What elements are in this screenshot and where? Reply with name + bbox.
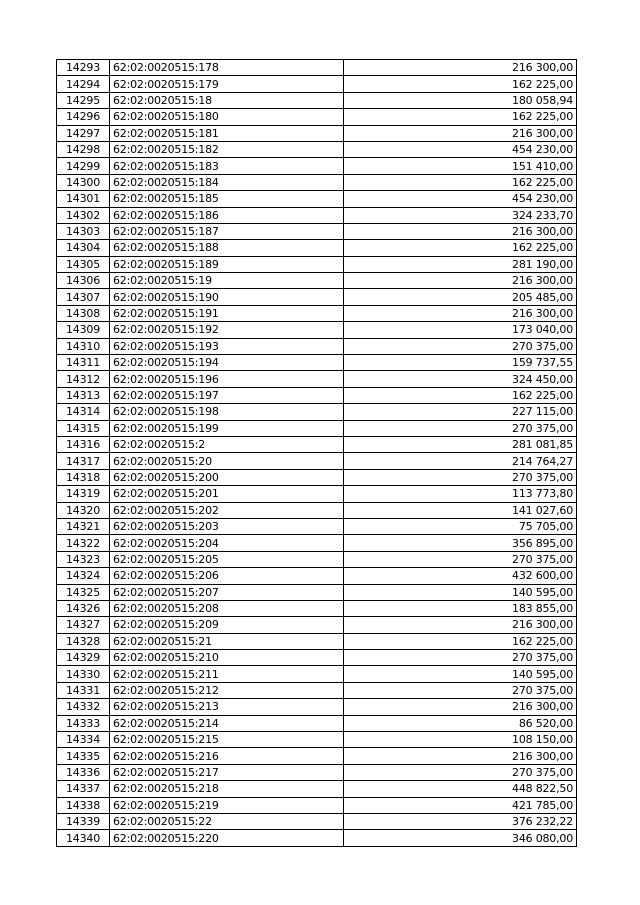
cadastral-number-cell: 62:02:0020515:218 (110, 781, 344, 797)
table-row (57, 732, 577, 748)
cadastral-value-cell: 376 232,22 (344, 813, 577, 829)
row-number-cell: 14332 (57, 699, 110, 715)
row-number-cell: 14327 (57, 617, 110, 633)
table-row (57, 486, 577, 502)
row-number-cell: 14308 (57, 305, 110, 321)
row-number-cell: 14336 (57, 764, 110, 780)
cadastral-value-cell: 216 300,00 (344, 617, 577, 633)
row-number-cell: 14297 (57, 125, 110, 141)
cadastral-value-cell: 216 300,00 (344, 60, 577, 76)
table-row (57, 371, 577, 387)
cadastral-number-cell: 62:02:0020515:198 (110, 404, 344, 420)
table-row (57, 256, 577, 272)
row-number-cell: 14338 (57, 797, 110, 813)
cadastral-value-cell: 75 705,00 (344, 518, 577, 534)
cadastral-value-cell: 454 230,00 (344, 141, 577, 157)
table-body (57, 60, 577, 847)
cadastral-number-cell: 62:02:0020515:216 (110, 748, 344, 764)
cadastral-number-cell: 62:02:0020515:214 (110, 715, 344, 731)
cadastral-number-cell: 62:02:0020515:209 (110, 617, 344, 633)
row-number-cell: 14300 (57, 174, 110, 190)
table-row (57, 338, 577, 354)
table-row (57, 518, 577, 534)
row-number-cell: 14295 (57, 92, 110, 108)
cadastral-value-cell: 270 375,00 (344, 551, 577, 567)
cadastral-number-cell: 62:02:0020515:205 (110, 551, 344, 567)
table-row (57, 109, 577, 125)
cadastral-value-cell: 162 225,00 (344, 240, 577, 256)
cadastral-number-cell: 62:02:0020515:185 (110, 191, 344, 207)
cadastral-value-cell: 162 225,00 (344, 387, 577, 403)
cadastral-number-cell: 62:02:0020515:182 (110, 141, 344, 157)
cadastral-value-cell: 270 375,00 (344, 469, 577, 485)
table-row (57, 453, 577, 469)
cadastral-value-cell: 324 450,00 (344, 371, 577, 387)
table-row (57, 436, 577, 452)
table-row (57, 715, 577, 731)
cadastral-number-cell: 62:02:0020515:19 (110, 273, 344, 289)
cadastral-number-cell: 62:02:0020515:211 (110, 666, 344, 682)
cadastral-number-cell: 62:02:0020515:204 (110, 535, 344, 551)
cadastral-number-cell: 62:02:0020515:215 (110, 732, 344, 748)
cadastral-value-cell: 356 895,00 (344, 535, 577, 551)
cadastral-number-cell: 62:02:0020515:194 (110, 355, 344, 371)
cadastral-number-cell: 62:02:0020515:210 (110, 650, 344, 666)
table-row (57, 781, 577, 797)
cadastral-value-cell: 162 225,00 (344, 633, 577, 649)
row-number-cell: 14320 (57, 502, 110, 518)
cadastral-number-cell: 62:02:0020515:18 (110, 92, 344, 108)
cadastral-value-cell: 151 410,00 (344, 158, 577, 174)
row-number-cell: 14301 (57, 191, 110, 207)
cadastral-number-cell: 62:02:0020515:181 (110, 125, 344, 141)
cadastral-number-cell: 62:02:0020515:219 (110, 797, 344, 813)
row-number-cell: 14298 (57, 141, 110, 157)
cadastral-value-cell: 162 225,00 (344, 76, 577, 92)
cadastral-number-cell: 62:02:0020515:220 (110, 830, 344, 846)
row-number-cell: 14334 (57, 732, 110, 748)
cadastral-value-cell: 227 115,00 (344, 404, 577, 420)
cadastral-number-cell: 62:02:0020515:179 (110, 76, 344, 92)
table-row (57, 60, 577, 76)
table-row (57, 76, 577, 92)
cadastral-number-cell: 62:02:0020515:20 (110, 453, 344, 469)
cadastral-value-cell: 108 150,00 (344, 732, 577, 748)
cadastral-value-cell: 216 300,00 (344, 699, 577, 715)
cadastral-value-cell: 270 375,00 (344, 338, 577, 354)
row-number-cell: 14340 (57, 830, 110, 846)
cadastral-value-cell: 281 190,00 (344, 256, 577, 272)
table-row (57, 666, 577, 682)
table-row (57, 568, 577, 584)
cadastral-number-cell: 62:02:0020515:188 (110, 240, 344, 256)
cadastral-number-cell: 62:02:0020515:22 (110, 813, 344, 829)
cadastral-value-cell: 216 300,00 (344, 748, 577, 764)
cadastral-value-cell: 270 375,00 (344, 682, 577, 698)
table-row (57, 420, 577, 436)
table-row (57, 240, 577, 256)
row-number-cell: 14293 (57, 60, 110, 76)
row-number-cell: 14314 (57, 404, 110, 420)
cadastral-value-cell: 140 595,00 (344, 584, 577, 600)
cadastral-number-cell: 62:02:0020515:191 (110, 305, 344, 321)
cadastral-value-cell: 140 595,00 (344, 666, 577, 682)
row-number-cell: 14294 (57, 76, 110, 92)
cadastral-number-cell: 62:02:0020515:21 (110, 633, 344, 649)
row-number-cell: 14317 (57, 453, 110, 469)
cadastral-value-cell: 216 300,00 (344, 273, 577, 289)
table-row (57, 92, 577, 108)
table-row (57, 682, 577, 698)
cadastral-value-cell: 216 300,00 (344, 125, 577, 141)
cadastral-value-table (56, 59, 577, 847)
cadastral-value-cell: 180 058,94 (344, 92, 577, 108)
row-number-cell: 14311 (57, 355, 110, 371)
cadastral-value-cell: 346 080,00 (344, 830, 577, 846)
cadastral-value-cell: 421 785,00 (344, 797, 577, 813)
cadastral-number-cell: 62:02:0020515:190 (110, 289, 344, 305)
table-row (57, 617, 577, 633)
row-number-cell: 14312 (57, 371, 110, 387)
table-row (57, 797, 577, 813)
cadastral-number-cell: 62:02:0020515:184 (110, 174, 344, 190)
table-row (57, 207, 577, 223)
cadastral-number-cell: 62:02:0020515:186 (110, 207, 344, 223)
row-number-cell: 14337 (57, 781, 110, 797)
table-row (57, 502, 577, 518)
table-row (57, 191, 577, 207)
table-row (57, 355, 577, 371)
table-row (57, 764, 577, 780)
cadastral-value-cell: 214 764,27 (344, 453, 577, 469)
table-row (57, 535, 577, 551)
cadastral-value-cell: 432 600,00 (344, 568, 577, 584)
cadastral-number-cell: 62:02:0020515:2 (110, 436, 344, 452)
cadastral-number-cell: 62:02:0020515:213 (110, 699, 344, 715)
row-number-cell: 14296 (57, 109, 110, 125)
row-number-cell: 14315 (57, 420, 110, 436)
row-number-cell: 14333 (57, 715, 110, 731)
row-number-cell: 14305 (57, 256, 110, 272)
row-number-cell: 14299 (57, 158, 110, 174)
cadastral-number-cell: 62:02:0020515:192 (110, 322, 344, 338)
row-number-cell: 14306 (57, 273, 110, 289)
cadastral-value-cell: 216 300,00 (344, 305, 577, 321)
cadastral-number-cell: 62:02:0020515:208 (110, 600, 344, 616)
row-number-cell: 14303 (57, 223, 110, 239)
row-number-cell: 14322 (57, 535, 110, 551)
cadastral-number-cell: 62:02:0020515:207 (110, 584, 344, 600)
cadastral-value-cell: 454 230,00 (344, 191, 577, 207)
cadastral-value-cell: 86 520,00 (344, 715, 577, 731)
cadastral-value-cell: 162 225,00 (344, 109, 577, 125)
row-number-cell: 14304 (57, 240, 110, 256)
row-number-cell: 14316 (57, 436, 110, 452)
row-number-cell: 14331 (57, 682, 110, 698)
table-row (57, 322, 577, 338)
table-row (57, 125, 577, 141)
cadastral-number-cell: 62:02:0020515:201 (110, 486, 344, 502)
cadastral-number-cell: 62:02:0020515:212 (110, 682, 344, 698)
cadastral-value-cell: 205 485,00 (344, 289, 577, 305)
row-number-cell: 14330 (57, 666, 110, 682)
cadastral-value-cell: 141 027,60 (344, 502, 577, 518)
cadastral-number-cell: 62:02:0020515:180 (110, 109, 344, 125)
cadastral-value-cell: 113 773,80 (344, 486, 577, 502)
table-row (57, 387, 577, 403)
table-row (57, 748, 577, 764)
cadastral-value-cell: 281 081,85 (344, 436, 577, 452)
row-number-cell: 14326 (57, 600, 110, 616)
table-row (57, 273, 577, 289)
table-row (57, 633, 577, 649)
cadastral-number-cell: 62:02:0020515:183 (110, 158, 344, 174)
row-number-cell: 14328 (57, 633, 110, 649)
table-row (57, 289, 577, 305)
cadastral-value-cell: 270 375,00 (344, 420, 577, 436)
table-row (57, 305, 577, 321)
table-row (57, 813, 577, 829)
cadastral-number-cell: 62:02:0020515:200 (110, 469, 344, 485)
row-number-cell: 14313 (57, 387, 110, 403)
table-row (57, 584, 577, 600)
cadastral-value-cell: 270 375,00 (344, 650, 577, 666)
table-row (57, 600, 577, 616)
row-number-cell: 14309 (57, 322, 110, 338)
row-number-cell: 14310 (57, 338, 110, 354)
table-row (57, 699, 577, 715)
table-row (57, 469, 577, 485)
cadastral-value-cell: 173 040,00 (344, 322, 577, 338)
cadastral-value-cell: 159 737,55 (344, 355, 577, 371)
table-row (57, 141, 577, 157)
cadastral-number-cell: 62:02:0020515:178 (110, 60, 344, 76)
row-number-cell: 14339 (57, 813, 110, 829)
row-number-cell: 14318 (57, 469, 110, 485)
table-row (57, 551, 577, 567)
row-number-cell: 14325 (57, 584, 110, 600)
document-page (56, 59, 577, 847)
table-row (57, 650, 577, 666)
cadastral-number-cell: 62:02:0020515:217 (110, 764, 344, 780)
row-number-cell: 14307 (57, 289, 110, 305)
table-row (57, 174, 577, 190)
cadastral-number-cell: 62:02:0020515:199 (110, 420, 344, 436)
cadastral-value-cell: 216 300,00 (344, 223, 577, 239)
table-row (57, 158, 577, 174)
cadastral-number-cell: 62:02:0020515:189 (110, 256, 344, 272)
table-row (57, 223, 577, 239)
row-number-cell: 14319 (57, 486, 110, 502)
row-number-cell: 14324 (57, 568, 110, 584)
row-number-cell: 14302 (57, 207, 110, 223)
cadastral-value-cell: 270 375,00 (344, 764, 577, 780)
row-number-cell: 14335 (57, 748, 110, 764)
row-number-cell: 14323 (57, 551, 110, 567)
cadastral-number-cell: 62:02:0020515:202 (110, 502, 344, 518)
cadastral-number-cell: 62:02:0020515:206 (110, 568, 344, 584)
table-row (57, 830, 577, 846)
cadastral-value-cell: 448 822,50 (344, 781, 577, 797)
cadastral-number-cell: 62:02:0020515:193 (110, 338, 344, 354)
table-row (57, 404, 577, 420)
cadastral-value-cell: 324 233,70 (344, 207, 577, 223)
cadastral-number-cell: 62:02:0020515:196 (110, 371, 344, 387)
cadastral-value-cell: 183 855,00 (344, 600, 577, 616)
cadastral-number-cell: 62:02:0020515:187 (110, 223, 344, 239)
row-number-cell: 14329 (57, 650, 110, 666)
cadastral-number-cell: 62:02:0020515:197 (110, 387, 344, 403)
cadastral-value-cell: 162 225,00 (344, 174, 577, 190)
row-number-cell: 14321 (57, 518, 110, 534)
cadastral-number-cell: 62:02:0020515:203 (110, 518, 344, 534)
